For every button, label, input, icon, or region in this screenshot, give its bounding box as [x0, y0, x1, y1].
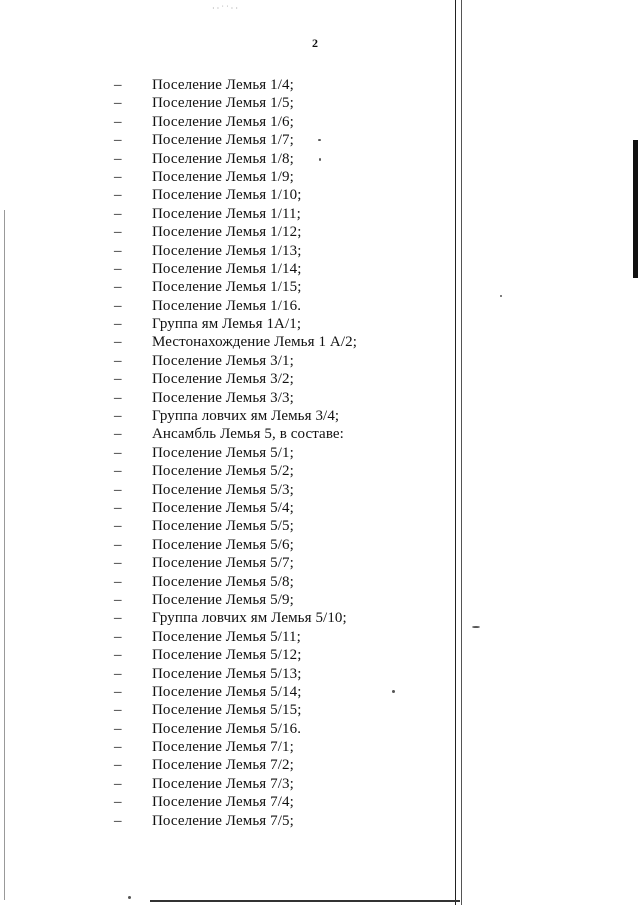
list-item: [0, 609, 440, 627]
list-bullet: –: [114, 168, 122, 185]
list-item-text: Поселение Лемья 5/3;: [152, 481, 294, 498]
list-bullet: –: [114, 628, 122, 645]
list-item-text: Поселение Лемья 5/8;: [152, 573, 294, 590]
list-bullet: –: [114, 389, 122, 406]
list-item-text: Группа ловчих ям Лемья 3/4;: [152, 408, 340, 425]
list-item-text: Поселение Лемья 5/2;: [152, 463, 294, 480]
scan-margin-line: [455, 0, 456, 905]
list-item: [0, 573, 440, 591]
scan-speck: [392, 690, 395, 693]
list-item: [0, 683, 440, 701]
list-item-text: Поселение Лемья 1/15;: [152, 279, 302, 296]
list-item-text: Поселение Лемья 1/7;: [152, 132, 294, 149]
list-item: [0, 407, 440, 425]
scan-speck: [318, 139, 321, 141]
list-bullet: –: [114, 518, 122, 535]
list-item-text: Поселение Лемья 5/4;: [152, 499, 294, 516]
list-item-text: Поселение Лемья 5/5;: [152, 518, 294, 535]
list-bullet: –: [114, 150, 122, 167]
list-item: [0, 701, 440, 719]
list-item-text: Поселение Лемья 1/8;: [152, 150, 294, 167]
list-item: [0, 812, 440, 830]
list-item: [0, 499, 440, 517]
list-bullet: –: [114, 408, 122, 425]
list-bullet: –: [114, 444, 122, 461]
list-bullet: –: [114, 610, 122, 627]
list-item-text: Поселение Лемья 7/3;: [152, 775, 294, 792]
list-bullet: –: [114, 260, 122, 277]
list-bullet: –: [114, 113, 122, 130]
list-item-text: Поселение Лемья 3/1;: [152, 352, 294, 369]
list-bullet: –: [114, 647, 122, 664]
list-item: [0, 150, 440, 168]
list-bullet: –: [114, 224, 122, 241]
list-bullet: –: [114, 499, 122, 516]
list-item-text: Поселение Лемья 5/13;: [152, 665, 302, 682]
list-bullet: –: [114, 95, 122, 112]
list-item: [0, 94, 440, 112]
list-bullet: –: [114, 242, 122, 259]
list-item: [0, 665, 440, 683]
list-bullet: –: [114, 812, 122, 829]
list-item-text: Поселение Лемья 5/6;: [152, 536, 294, 553]
list-item-text: Группа ловчих ям Лемья 5/10;: [152, 610, 347, 627]
list-item-text: Поселение Лемья 1/5;: [152, 95, 294, 112]
list-bullet: –: [114, 279, 122, 296]
list-item: [0, 168, 440, 186]
list-bullet: –: [114, 555, 122, 572]
list-item: [0, 186, 440, 204]
list-item: [0, 352, 440, 370]
list-item: [0, 517, 440, 535]
list-item-text: Поселение Лемья 1/16.: [152, 297, 302, 314]
scan-speck: [319, 158, 321, 161]
list-bullet: –: [114, 720, 122, 737]
list-item: [0, 591, 440, 609]
list-item-text: Поселение Лемья 5/15;: [152, 702, 302, 719]
list-bullet: –: [114, 334, 122, 351]
list-item-text: Поселение Лемья 1/4;: [152, 77, 294, 93]
page-number: 2: [312, 36, 318, 50]
list-bullet: –: [114, 775, 122, 792]
list-item: [0, 389, 440, 407]
list-item-text: Местонахождение Лемья 1 А/2;: [152, 334, 357, 351]
document-list: [0, 76, 440, 830]
list-item-text: Поселение Лемья 1/6;: [152, 113, 294, 130]
list-item: [0, 315, 440, 333]
list-item-text: Поселение Лемья 7/1;: [152, 739, 294, 756]
scan-artifact: · · ˙ ˙ · ·: [212, 4, 238, 13]
list-item: [0, 444, 440, 462]
list-item-text: Поселение Лемья 5/7;: [152, 555, 294, 572]
scan-bottom-edge: [150, 900, 460, 902]
list-item: [0, 462, 440, 480]
list-bullet: –: [114, 794, 122, 811]
scan-speck: [500, 295, 502, 297]
list-item: [0, 628, 440, 646]
list-item: [0, 536, 440, 554]
list-item-text: Поселение Лемья 1/11;: [152, 205, 301, 222]
list-item-text: Поселение Лемья 5/16.: [152, 720, 302, 737]
list-bullet: –: [114, 205, 122, 222]
list-item: [0, 481, 440, 499]
list-item: [0, 205, 440, 223]
list-item-text: Поселение Лемья 3/3;: [152, 389, 294, 406]
scan-margin-line-secondary: [461, 0, 462, 905]
list-item-text: Поселение Лемья 3/2;: [152, 371, 294, 388]
list-bullet: –: [114, 463, 122, 480]
list-item: [0, 278, 440, 296]
scan-edge-mark: [633, 140, 638, 278]
list-item-text: Поселение Лемья 5/11;: [152, 628, 301, 645]
list-item-text: Поселение Лемья 1/9;: [152, 168, 294, 185]
list-item: [0, 223, 440, 241]
list-bullet: –: [114, 481, 122, 498]
list-item: [0, 131, 440, 149]
list-item-text: Поселение Лемья 5/12;: [152, 647, 302, 664]
list-item: [0, 260, 440, 278]
list-item-text: Поселение Лемья 5/9;: [152, 591, 294, 608]
list-bullet: –: [114, 683, 122, 700]
list-item-text: Группа ям Лемья 1А/1;: [152, 316, 302, 333]
list-item: [0, 738, 440, 756]
list-bullet: –: [114, 352, 122, 369]
list-item-text: Поселение Лемья 1/13;: [152, 242, 302, 259]
list-item: [0, 113, 440, 131]
list-item: [0, 793, 440, 811]
list-item: [0, 425, 440, 443]
list-bullet: –: [114, 371, 122, 388]
list-item: [0, 756, 440, 774]
list-item: [0, 554, 440, 572]
list-item: [0, 370, 440, 388]
list-item-text: Поселение Лемья 1/14;: [152, 260, 302, 277]
list-bullet: –: [114, 297, 122, 314]
list-item: [0, 720, 440, 738]
list-bullet: –: [114, 665, 122, 682]
scan-speck: [128, 896, 131, 899]
list-item: [0, 76, 440, 94]
list-item: [0, 775, 440, 793]
list-item: [0, 242, 440, 260]
list-item-text: Поселение Лемья 1/10;: [152, 187, 302, 204]
list-item: [0, 333, 440, 351]
list-bullet: –: [114, 702, 122, 719]
list-item-text: Ансамбль Лемья 5, в составе:: [152, 426, 344, 443]
scan-speck: [472, 626, 480, 628]
list-bullet: –: [114, 591, 122, 608]
list-bullet: –: [114, 757, 122, 774]
list-item-text: Поселение Лемья 7/4;: [152, 794, 294, 811]
list-item: [0, 646, 440, 664]
list-bullet: –: [114, 739, 122, 756]
list-bullet: –: [114, 187, 122, 204]
list-bullet: –: [114, 316, 122, 333]
list-item-text: Поселение Лемья 7/5;: [152, 812, 294, 829]
list-item-text: Поселение Лемья 5/14;: [152, 683, 302, 700]
list-item: [0, 297, 440, 315]
list-bullet: –: [114, 536, 122, 553]
list-bullet: –: [114, 426, 122, 443]
list-bullet: –: [114, 77, 122, 93]
scan-left-edge: [4, 210, 5, 900]
list-bullet: –: [114, 132, 122, 149]
list-item-text: Поселение Лемья 7/2;: [152, 757, 294, 774]
list-bullet: –: [114, 573, 122, 590]
list-item-text: Поселение Лемья 1/12;: [152, 224, 302, 241]
list-item-text: Поселение Лемья 5/1;: [152, 444, 294, 461]
